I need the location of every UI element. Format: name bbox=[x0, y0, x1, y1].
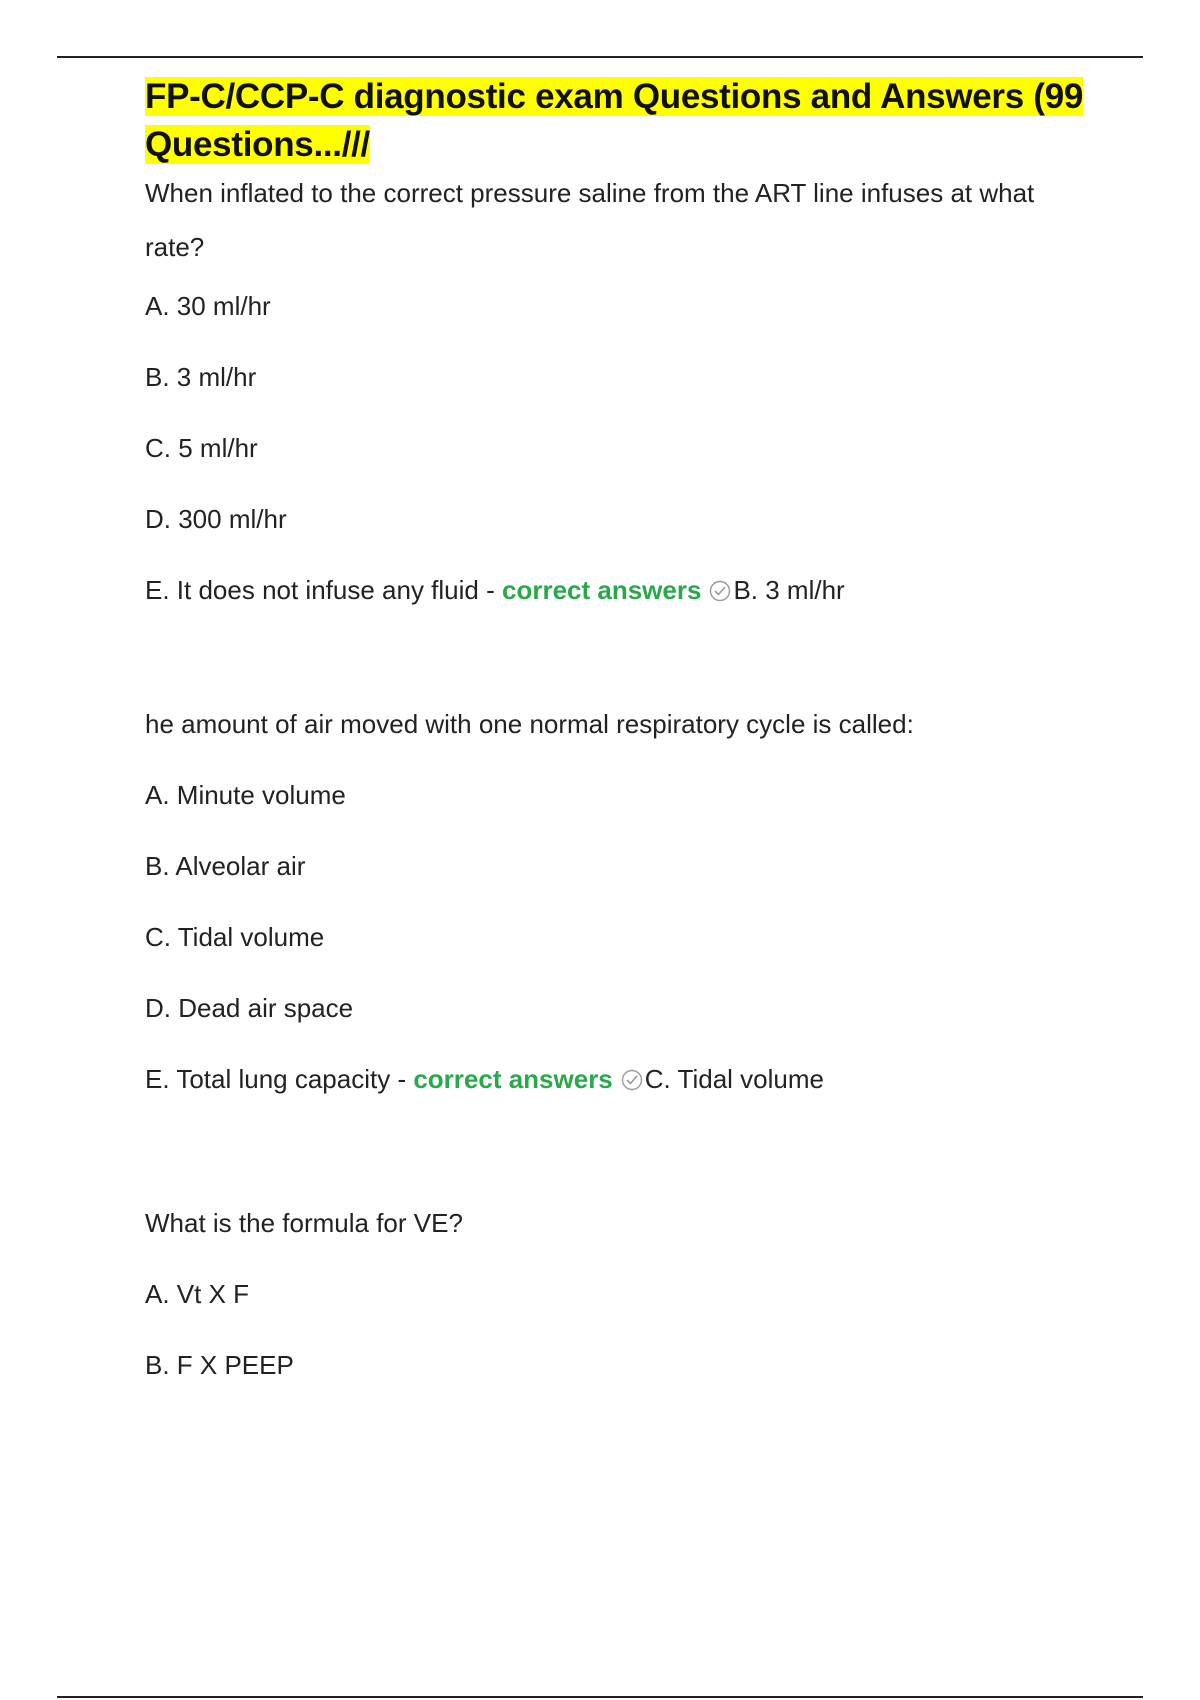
option-a: A. Minute volume bbox=[145, 780, 346, 810]
question-2 bbox=[145, 706, 1095, 1097]
option-a: A. 30 ml/hr bbox=[145, 291, 271, 321]
bottom-rule bbox=[57, 1696, 1143, 1698]
question-text: What is the formula for VE? bbox=[145, 1208, 463, 1238]
option-e: E. Total lung capacity - bbox=[145, 1064, 414, 1094]
correct-answers-label: correct answers bbox=[413, 1064, 613, 1094]
check-circle-icon bbox=[709, 580, 731, 602]
correct-answers-label: correct answers bbox=[501, 575, 702, 605]
option-e: E. It does not infuse any fluid - bbox=[145, 575, 502, 605]
option-c: C. 5 ml/hr bbox=[145, 433, 258, 463]
answer-text: B. 3 ml/hr bbox=[733, 575, 845, 605]
question-1 bbox=[145, 166, 1095, 608]
document-body bbox=[145, 73, 1095, 1383]
top-rule bbox=[57, 56, 1143, 58]
option-b: B. Alveolar air bbox=[145, 851, 306, 881]
option-e-with-answer bbox=[145, 1061, 1095, 1097]
option-a: A. Vt X F bbox=[145, 1279, 250, 1309]
page-title bbox=[145, 73, 1095, 169]
check-circle-icon bbox=[621, 1069, 643, 1091]
option-c: C. Tidal volume bbox=[145, 922, 325, 952]
option-d: D. Dead air space bbox=[145, 993, 354, 1023]
answer-text: C. Tidal volume bbox=[644, 1064, 824, 1094]
title-highlight: FP-C/CCP-C diagnostic exam Questions and Answers (99 Questions.../// bbox=[145, 77, 1084, 164]
option-b: B. F X PEEP bbox=[145, 1350, 294, 1380]
question-text: When inflated to the correct pressure saline from the ART line infuses at what rate? bbox=[145, 178, 1035, 262]
option-d: D. 300 ml/hr bbox=[145, 504, 287, 534]
question-text: he amount of air moved with one normal respiratory cycle is called: bbox=[145, 709, 914, 739]
option-e-with-answer bbox=[145, 572, 1095, 608]
option-b: B. 3 ml/hr bbox=[145, 362, 257, 392]
question-3 bbox=[145, 1205, 1095, 1383]
